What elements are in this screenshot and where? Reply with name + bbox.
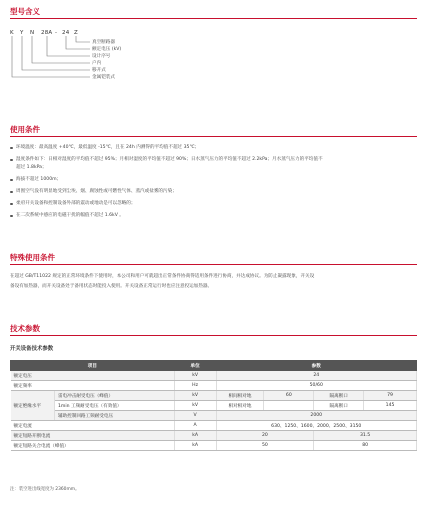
table-row: 额定频率 Hz 50/60 <box>11 381 417 391</box>
special-conditions-line: 在超过 GB/T11022 规定的正常环境条件下使用时，本公司和用户可就超出正常条件协商得适用条件进行协商，并达成协议。为防止凝露现象，开关设 <box>10 274 315 279</box>
list-item: 柔府开关设备和控制设备外部的震动或地动是可以忽略的； <box>10 200 135 208</box>
tree-label-indoor: 户内 <box>92 61 102 66</box>
section-title-special: 特殊使用条件 <box>10 253 55 262</box>
code-part-24: 24 <box>62 30 70 36</box>
section-title-model: 型号含义 <box>10 7 40 16</box>
code-part-z: Z <box>74 30 78 36</box>
code-part-k: K <box>10 30 14 36</box>
section-title-tech: 技术参数 <box>10 324 40 333</box>
table-header-item: 项目 <box>11 361 175 371</box>
section-rule <box>10 136 417 137</box>
list-item: 海拔不超过 1000m； <box>10 176 61 184</box>
list-item: 周围空气没有明显地受到尘埃、烟、腐蚀性或可燃性气体、蒸汽或盐雾的污染； <box>10 188 177 196</box>
special-conditions-line: 备设有加热器，而开关设备处于备用状态时能投入使用。开关设备正常运行时也应注意投运加热器。 <box>10 284 213 289</box>
tree-label-metal-clad: 金属铠装式 <box>92 75 115 80</box>
table-row: 额定电压 kV 24 <box>11 371 417 381</box>
table-row: 额定短路开断电流 kA 20 31.5 <box>11 431 417 441</box>
tree-label-design-serial: 设计序号 <box>92 54 111 59</box>
code-part-y: Y <box>20 30 24 36</box>
tree-label-vacuum-breaker: 真空断路器 <box>92 40 115 45</box>
table-row: 1min 工频耐受电压（有效值） kV 相对相对地 隔离断口 145 <box>11 401 417 411</box>
list-item: 湿度条件如下：日相对湿度的平均值不超过 95%；月相对湿度的平均值不超过 90%；日水蒸气压力的平均值不超过 2.2kPa；月水蒸气压力的平均值不 <box>10 156 323 164</box>
tree-label-rated-voltage: 额定电压 (kV) <box>92 47 122 52</box>
table-title: 开关设备技术参数 <box>10 346 54 352</box>
section-rule <box>10 264 417 265</box>
list-item-continuation: 超过 1.8kPa； <box>16 165 47 170</box>
tree-label-withdrawable: 移开式 <box>92 68 106 73</box>
table-header-params: 参数 <box>216 361 416 371</box>
section-title-usage: 使用条件 <box>10 125 40 134</box>
tech-params-table <box>10 360 417 451</box>
table-row: 额定电流 A 630、1250、1600、2000、2500、3150 <box>11 421 417 431</box>
list-item: 环境温度：最高温度 +40℃，最低温度 -15℃，且在 24h 内测得的平均值不超过 35℃； <box>10 144 199 152</box>
table-row: 额定绝缘水平 雷电冲击耐受电压（峰值） kV 相间相对地 60 隔离断口 79 <box>11 391 417 401</box>
section-rule <box>10 18 417 19</box>
table-row: 额定短路关合电流（峰值） kA 50 80 <box>11 441 417 451</box>
list-item: 在二次系统中感应的电磁干扰的幅值不超过 1.6kV 。 <box>10 212 124 220</box>
section-rule <box>10 335 417 336</box>
code-part-n: N <box>30 30 35 36</box>
code-part-dash: - <box>55 30 58 36</box>
table-footnote: 注：装空进出线宽度为 2360mm。 <box>10 487 80 492</box>
code-part-28a: 28A <box>41 30 53 36</box>
table-row: 辅助控制回路工频耐受电压 V 2000 <box>11 411 417 421</box>
table-header-unit: 单位 <box>174 361 216 371</box>
